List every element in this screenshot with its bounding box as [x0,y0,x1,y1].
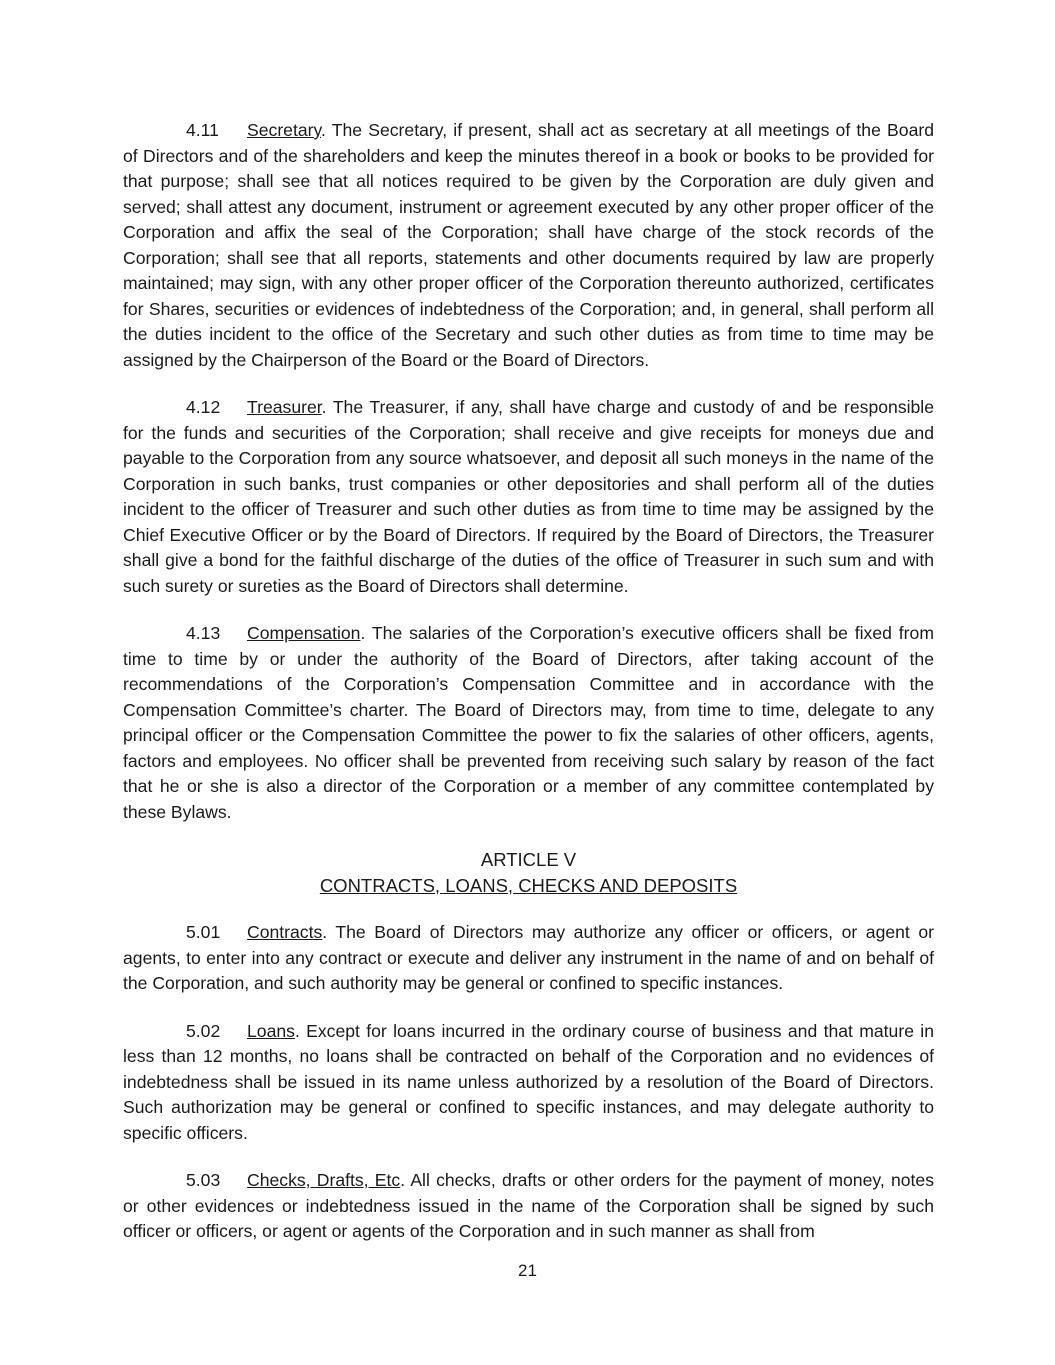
section-heading: Treasurer [247,397,322,417]
section-4-11-secretary [123,118,934,373]
section-number: 4.13 [186,623,221,643]
section-4-13-compensation [123,621,934,825]
page-number: 21 [518,1261,537,1280]
section-number: 5.03 [186,1170,221,1190]
section-number: 4.11 [186,120,219,140]
section-heading: Loans [247,1020,295,1041]
section-heading: Contracts [247,922,323,942]
section-body: . The Secretary, if present, shall act as secretary at all meetings of the Board of Directors and of the shareholders and keep the minutes thereof in a book or books to be provided for that purpose; shall see that all notices required to be given by the Corporation are duly given and served; shall attest any document, instrument or agreement executed by any other proper officer of the Corporation and affix the seal of the Corporation; shall have charge of the stock records of the Corporation; shall see that all reports, statements and other documents required by law are properly maintained; may sign, with any other proper officer of the Corporation thereunto authorized, certificates for Shares, securities or evidences of indebtedness of the Corporation; and, in general, shall perform all the duties incident to the office of the Secretary and such other duties as from time to time may be assigned by the Chairperson of the Board or the Board of Directors. [123,120,934,370]
section-body: . The salaries of the Corporation’s executive officers shall be fixed from time to time by or under the authority of the Board of Directors, after taking account of the recommendations of the Corporation’s Compensation Committee and in accordance with the Compensation Committee’s charter. The Board of Directors may, from time to time, delegate to any principal officer or the Compensation Committee the power to fix the salaries of other officers, agents, factors and employees. No officer shall be prevented from receiving such salary by reason of the fact that he or she is also a director of the Corporation or a member of any committee contemplated by these Bylaws. [123,623,934,822]
article-heading [123,847,934,898]
section-heading: Checks, Drafts, Etc [247,1170,401,1190]
section-5-03-checks-drafts [123,1168,934,1245]
document-page [123,118,934,1267]
section-number: 4.12 [186,397,221,417]
section-heading: Secretary [247,120,321,140]
section-body: . The Board of Directors may authorize any officer or officers, or agent or agents, to enter into any contract or execute and deliver any instrument in the name of and on behalf of the Corporation, and such authority may be general or confined to specific instances. [123,922,934,993]
section-4-12-treasurer [123,395,934,599]
section-5-02-loans [123,1019,934,1147]
article-title: ARTICLE V [480,849,577,870]
section-number: 5.01 [186,922,221,942]
section-number: 5.02 [186,1020,221,1041]
section-body: . All checks, drafts or other orders for the payment of money, notes or other evidences or indebtedness issued in the name of the Corporation shall be signed by such officer or officers, or agent or agents of the Corporation and in such manner as shall from [123,1170,934,1241]
section-5-01-contracts [123,920,934,997]
section-body: . The Treasurer, if any, shall have charge and custody of and be responsible for the funds and securities of the Corporation; shall receive and give receipts for moneys due and payable to the Corporation from any source whatsoever, and deposit all such moneys in the name of the Corporation in such banks, trust companies or other depositories and shall perform all of the duties incident to the officer of Treasurer and such other duties as from time to time may be assigned by the Chief Executive Officer or by the Board of Directors. If required by the Board of Directors, the Treasurer shall give a bond for the faithful discharge of the duties of the office of Treasurer in such sum and with such surety or sureties as the Board of Directors shall determine. [123,397,934,596]
section-heading: Compensation [247,623,361,643]
section-body: . Except for loans incurred in the ordinary course of business and that mature in less than 12 months, no loans shall be contracted on behalf of the Corporation and no evidences of indebtedness shall be issued in its name unless authorized by a resolution of the Board of Directors. Such authorization may be general or confined to specific instances, and may delegate authority to specific officers. [123,1020,934,1143]
article-subtitle: CONTRACTS, LOANS, CHECKS AND DEPOSITS [319,874,738,896]
